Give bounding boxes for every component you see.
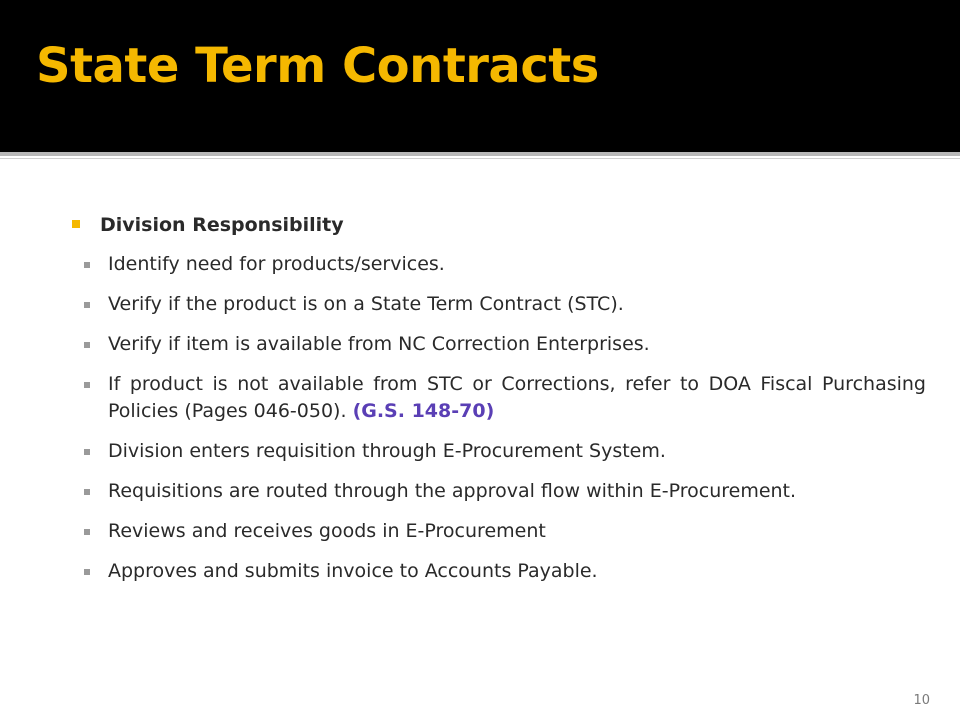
list-item [84, 331, 926, 358]
list-item-text-with-reference [108, 371, 926, 425]
square-bullet-icon [84, 569, 90, 575]
square-bullet-icon [84, 262, 90, 268]
list-item-text: Requisitions are routed through the approval flow within E-Procurement. [108, 480, 797, 502]
slide-body [72, 214, 926, 598]
list-item [84, 478, 926, 505]
list-item [84, 371, 926, 425]
list-item-text: Verify if the product is on a State Term Contract (STC). [108, 293, 624, 315]
square-bullet-icon [84, 342, 90, 348]
section-heading: Division Responsibility [100, 214, 344, 236]
square-bullet-icon [84, 382, 90, 388]
heading-bullet-item [72, 214, 926, 236]
statute-reference: (G.S. 148-70) [352, 400, 495, 422]
square-bullet-icon [84, 529, 90, 535]
square-bullet-icon [84, 489, 90, 495]
list-item [84, 558, 926, 585]
square-bullet-icon [72, 220, 80, 228]
divider-thick [0, 152, 960, 156]
divider-thin [0, 158, 960, 159]
list-item [84, 438, 926, 465]
list-item [84, 251, 926, 278]
list-item-text: If product is not available from STC or Corrections, refer to DOA Fiscal Purchasing Policies (Pages 046-050). [108, 373, 926, 422]
title-bar [0, 0, 960, 152]
square-bullet-icon [84, 449, 90, 455]
page-number: 10 [913, 693, 930, 708]
list-item [84, 291, 926, 318]
list-item-text: Division enters requisition through E-Procurement System. [108, 440, 666, 462]
list-item-text: Approves and submits invoice to Accounts Payable. [108, 560, 598, 582]
list-item [84, 518, 926, 545]
list-item-text: Reviews and receives goods in E-Procurement [108, 520, 546, 542]
slide-title: State Term Contracts [36, 38, 599, 94]
list-item-text: Identify need for products/services. [108, 253, 445, 275]
list-item-text: Verify if item is available from NC Correction Enterprises. [108, 333, 650, 355]
square-bullet-icon [84, 302, 90, 308]
